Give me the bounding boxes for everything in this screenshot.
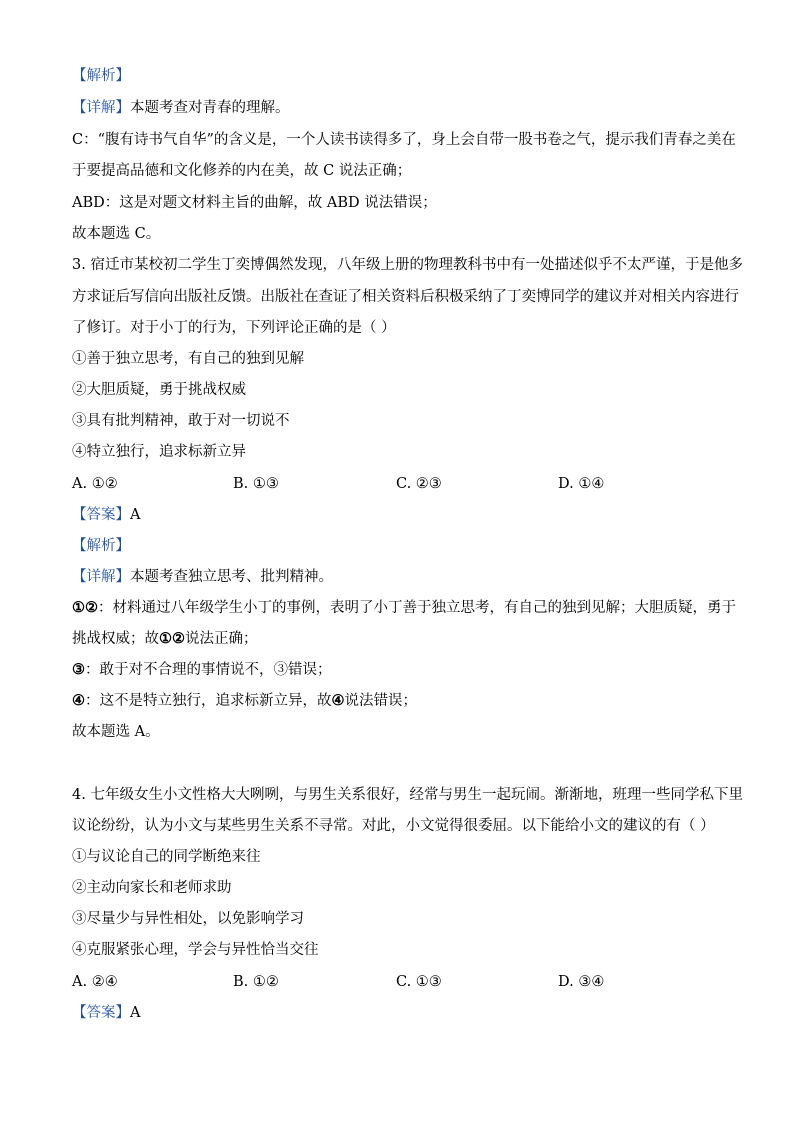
exp-text: 说法错误； (344, 693, 417, 709)
answer-value: A (130, 1005, 141, 1021)
exp-text: ：这不是特立独行，追求标新立异，故 (85, 693, 332, 709)
detail-line (72, 98, 734, 118)
question-3-conclusion: 故本题选 A。 (72, 724, 160, 740)
exp-marker: ①② (72, 599, 98, 616)
exp-text: 挑战权威；故 (72, 631, 159, 647)
question-3-exp-1a (72, 598, 734, 618)
question-3-exp-1b (72, 629, 734, 649)
question-3-stem-line1: 3. 宿迁市某校初二学生丁奕博偶然发现，八年级上册的物理教科书中有一处描述似乎不太严谨，于是他多 (72, 257, 743, 273)
detail-tag: 【详解】 (72, 100, 130, 116)
question-4-item-4: ④克服紧张心理，学会与异性恰当交往 (72, 942, 319, 958)
question-3-stem-line2: 方求证后写信向出版社反馈。出版社在查证了相关资料后积极采纳了丁奕博同学的建议并对相关内容进行 (72, 289, 739, 305)
question-4-item-2: ②主动向家长和老师求助 (72, 880, 232, 896)
question-3-exp-3 (72, 691, 734, 711)
question-3-item-2: ②大胆质疑，勇于挑战权威 (72, 382, 246, 398)
question-3-item-1: ①善于独立思考，有自己的独到见解 (72, 351, 304, 367)
detail-text: 本题考查独立思考、批判精神。 (130, 569, 333, 585)
exp-text: ：材料通过八年级学生小丁的事例，表明了小丁善于独立思考，有自己的独到见解；大胆质疑，勇于 (98, 600, 736, 616)
explanation-c-line1: C：“腹有诗书气自华”的含义是，一个人读书读得多了，身上会自带一股书卷之气，提示我们青春之美在 (72, 132, 736, 148)
exp-marker: ④ (331, 692, 345, 709)
question-3-stem-line3: 了修订。对于小丁的行为，下列评论正确的是（ ） (72, 320, 396, 336)
question-4-option-d: D. ③④ (558, 974, 605, 990)
answer-value: A (130, 507, 141, 523)
question-3-detail-line (72, 567, 734, 587)
exp-marker: ①② (159, 630, 185, 647)
explanation-c-line2: 于要提高品德和文化修养的内在美，故 C 说法正确； (72, 163, 412, 179)
detail-text: 本题考查对青春的理解。 (130, 100, 290, 116)
question-3-item-4: ④特立独行，追求标新立异 (72, 444, 246, 460)
question-3-option-c: C. ②③ (396, 476, 442, 492)
question-4-stem-line1: 4. 七年级女生小文性格大大咧咧，与男生关系很好，经常与男生一起玩闹。渐渐地，班理一些同学私下里 (72, 787, 743, 803)
question-3-answer (72, 505, 734, 525)
question-3-exp-2 (72, 660, 734, 680)
explanation-abd: ABD：这是对题文材料主旨的曲解，故 ABD 说法错误； (72, 195, 437, 211)
conclusion: 故本题选 C。 (72, 226, 161, 242)
answer-tag: 【答案】 (72, 1005, 130, 1021)
question-3-option-a: A. ①② (72, 476, 118, 492)
analysis-heading: 【解析】 (72, 68, 130, 84)
question-4-item-1: ①与议论自己的同学断绝来往 (72, 849, 261, 865)
question-4-item-3: ③尽量少与异性相处，以免影响学习 (72, 911, 304, 927)
question-3-analysis-heading: 【解析】 (72, 538, 130, 554)
detail-tag: 【详解】 (72, 569, 130, 585)
question-3-option-b: B. ①③ (233, 476, 279, 492)
exp-marker: ④ (72, 692, 85, 709)
question-3-option-d: D. ①④ (558, 476, 605, 492)
question-4-option-a: A. ②④ (72, 974, 118, 990)
question-4-stem-line2: 议论纷纷，认为小文与某些男生关系不寻常。对此，小文觉得很委屈。以下能给小文的建议的有（ ） (72, 818, 715, 834)
question-4-answer (72, 1003, 734, 1023)
answer-tag: 【答案】 (72, 507, 130, 523)
exp-marker: ③ (72, 661, 85, 678)
exp-text: 说法正确； (185, 631, 258, 647)
question-4-option-c: C. ①③ (396, 974, 442, 990)
exp-text: ：敢于对不合理的事情说不，③错误； (85, 662, 332, 678)
question-3-item-3: ③具有批判精神，敢于对一切说不 (72, 413, 290, 429)
question-4-option-b: B. ①② (233, 974, 279, 990)
